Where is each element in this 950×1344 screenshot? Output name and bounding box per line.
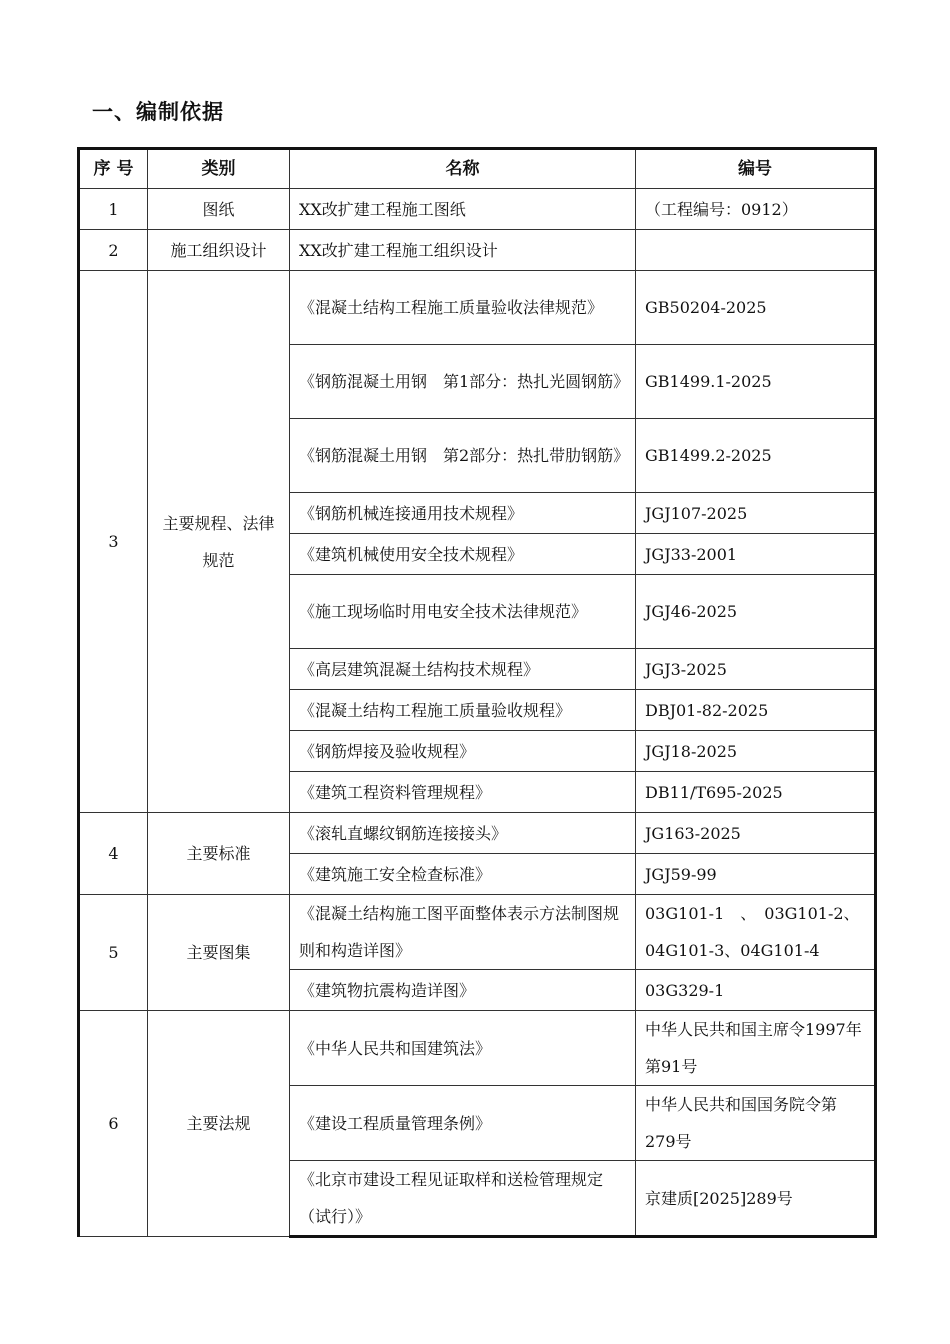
basis-table bbox=[77, 147, 877, 1238]
row-seq: 5 bbox=[79, 895, 148, 1011]
row-document-name: XX改扩建工程施工组织设计 bbox=[290, 230, 636, 271]
table-row bbox=[79, 813, 876, 854]
table-row bbox=[79, 230, 876, 271]
row-document-code: 中华人民共和国主席令1997年第91号 bbox=[636, 1011, 876, 1086]
table-row bbox=[79, 189, 876, 230]
row-document-code: JGJ107-2025 bbox=[636, 493, 876, 534]
row-document-code: JG163-2025 bbox=[636, 813, 876, 854]
row-document-name: 《混凝土结构工程施工质量验收法律规范》 bbox=[290, 271, 636, 345]
row-document-name: 《施工现场临时用电安全技术法律规范》 bbox=[290, 575, 636, 649]
row-document-name: 《建筑机械使用安全技术规程》 bbox=[290, 534, 636, 575]
row-document-name: 《钢筋混凝土用钢 第1部分：热扎光圆钢筋》 bbox=[290, 345, 636, 419]
row-document-code bbox=[636, 230, 876, 271]
row-seq: 6 bbox=[79, 1011, 148, 1237]
row-document-code: GB1499.2-2025 bbox=[636, 419, 876, 493]
row-document-code: 03G329-1 bbox=[636, 970, 876, 1011]
row-document-name: 《建筑施工安全检查标准》 bbox=[290, 854, 636, 895]
row-document-code: JGJ33-2001 bbox=[636, 534, 876, 575]
row-document-name: XX改扩建工程施工图纸 bbox=[290, 189, 636, 230]
row-document-code: DBJ01-82-2025 bbox=[636, 690, 876, 731]
row-category: 主要标准 bbox=[148, 813, 290, 895]
header-seq: 序 号 bbox=[79, 149, 148, 189]
row-seq: 3 bbox=[79, 271, 148, 813]
row-document-code: JGJ3-2025 bbox=[636, 649, 876, 690]
row-category: 施工组织设计 bbox=[148, 230, 290, 271]
table-row bbox=[79, 1011, 876, 1086]
row-document-code: （工程编号：0912） bbox=[636, 189, 876, 230]
row-document-code: 中华人民共和国国务院令第279号 bbox=[636, 1086, 876, 1161]
row-document-name: 《混凝土结构施工图平面整体表示方法制图规则和构造详图》 bbox=[290, 895, 636, 970]
row-document-code: JGJ46-2025 bbox=[636, 575, 876, 649]
row-seq: 2 bbox=[79, 230, 148, 271]
row-document-name: 《北京市建设工程见证取样和送检管理规定（试行）》 bbox=[290, 1161, 636, 1237]
section-title: 一、编制依据 bbox=[92, 100, 224, 124]
row-category: 主要图集 bbox=[148, 895, 290, 1011]
row-document-code: GB1499.1-2025 bbox=[636, 345, 876, 419]
row-document-code: 京建质[2025]289号 bbox=[636, 1161, 876, 1237]
header-category: 类别 bbox=[148, 149, 290, 189]
row-document-name: 《钢筋焊接及验收规程》 bbox=[290, 731, 636, 772]
row-category: 图纸 bbox=[148, 189, 290, 230]
row-category: 主要规程、法律规范 bbox=[148, 271, 290, 813]
header-code: 编号 bbox=[636, 149, 876, 189]
row-document-name: 《建设工程质量管理条例》 bbox=[290, 1086, 636, 1161]
row-document-name: 《建筑物抗震构造详图》 bbox=[290, 970, 636, 1011]
row-document-name: 《钢筋混凝土用钢 第2部分：热扎带肋钢筋》 bbox=[290, 419, 636, 493]
table-header-row bbox=[79, 149, 876, 189]
row-document-name: 《混凝土结构工程施工质量验收规程》 bbox=[290, 690, 636, 731]
header-name: 名称 bbox=[290, 149, 636, 189]
row-document-name: 《高层建筑混凝土结构技术规程》 bbox=[290, 649, 636, 690]
row-category: 主要法规 bbox=[148, 1011, 290, 1237]
table-row bbox=[79, 895, 876, 970]
row-document-code: GB50204-2025 bbox=[636, 271, 876, 345]
row-document-code: 03G101-1 、 03G101-2、04G101-3、04G101-4 bbox=[636, 895, 876, 970]
row-document-name: 《滚轧直螺纹钢筋连接接头》 bbox=[290, 813, 636, 854]
row-seq: 1 bbox=[79, 189, 148, 230]
row-document-name: 《建筑工程资料管理规程》 bbox=[290, 772, 636, 813]
row-seq: 4 bbox=[79, 813, 148, 895]
row-document-name: 《中华人民共和国建筑法》 bbox=[290, 1011, 636, 1086]
row-document-code: DB11/T695-2025 bbox=[636, 772, 876, 813]
row-document-name: 《钢筋机械连接通用技术规程》 bbox=[290, 493, 636, 534]
row-document-code: JGJ18-2025 bbox=[636, 731, 876, 772]
table-body bbox=[79, 189, 876, 1237]
table-row bbox=[79, 271, 876, 345]
row-document-code: JGJ59-99 bbox=[636, 854, 876, 895]
